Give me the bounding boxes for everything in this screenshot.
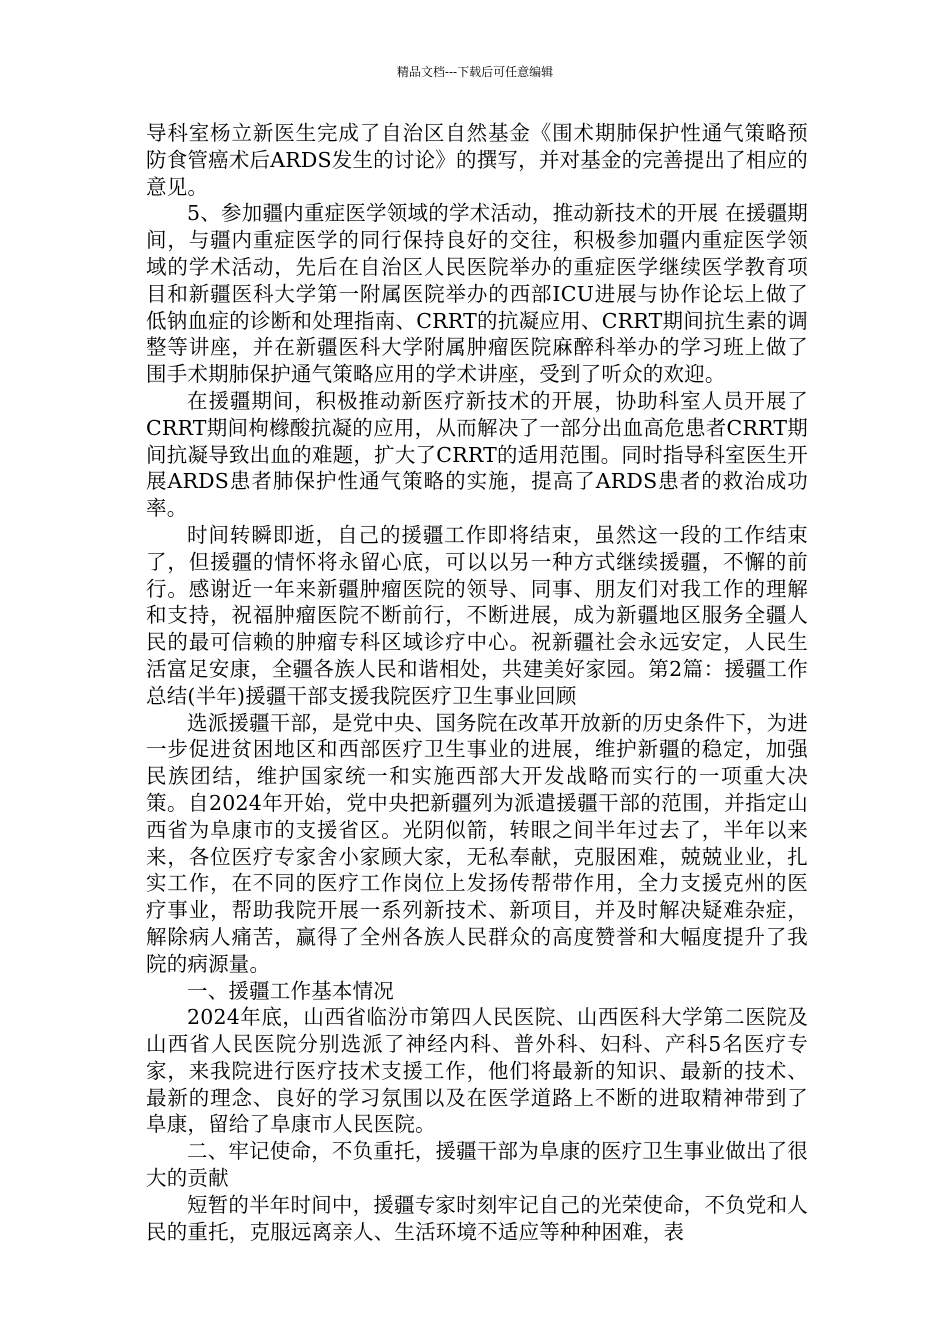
paragraph: 5、参加疆内重症医学领域的学术活动，推动新技术的开展 在援疆期间，与疆内重症医学的同行保持良好的交往，积极参加疆内重症医学领域的学术活动，先后在自治区人民医院举办的重症医学继续医学教育项目和新疆医科大学第一附属医院举办的西部ICU进展与协作论坛上做了低钠血症的诊断和处理指南、CRRT的抗凝应用、CRRT期间抗生素的调整等讲座，并在新疆医科大学附属肿瘤医院麻醉科举办的学习班上做了围手术期肺保护通气策略应用的学术讲座，受到了听众的欢迎。 (146, 201, 808, 387)
document-body (146, 120, 808, 1245)
paragraph: 导科室杨立新医生完成了自治区自然基金《围术期肺保护性通气策略预防食管癌术后ARDS发生的讨论》的撰写，并对基金的完善提出了相应的意见。 (146, 121, 808, 199)
paragraph: 在援疆期间，积极推动新医疗新技术的开展，协助科室人员开展了CRRT期间枸橼酸抗凝的应用，从而解决了一部分出血高危患者CRRT期间抗凝导致出血的难题，扩大了CRRT的适用范围。同时指导科室医生开展ARDS患者肺保护性通气策略的实施，提高了ARDS患者的救治成功率。 (146, 388, 808, 521)
section-heading: 二、牢记使命，不负重托，援疆干部为阜康的医疗卫生事业做出了很大的贡献 (146, 1139, 808, 1191)
page-header: 精品文档---下载后可任意编辑 (396, 65, 554, 79)
paragraph: 短暂的半年时间中，援疆专家时刻牢记自己的光荣使命，不负党和人民的重托，克服远离亲人、生活环境不适应等种种困难，表 (146, 1192, 808, 1244)
section-heading: 一、援疆工作基本情况 (187, 978, 394, 1003)
paragraph: 2024年底，山西省临汾市第四人民医院、山西医科大学第二医院及山西省人民医院分别选派了神经内科、普外科、妇科、产科5名医疗专家，来我院进行医疗技术支援工作，他们将最新的知识、最新的技术、最新的理念、良好的学习氛围以及在医学道路上不断的进取精神带到了阜康，留给了阜康市人民医院。 (146, 1005, 808, 1137)
paragraph: 选派援疆干部，是党中央、国务院在改革开放新的历史条件下，为进一步促进贫困地区和西部医疗卫生事业的进展，维护新疆的稳定，加强民族团结，维护国家统一和实施西部大开发战略而实行的一项重大决策。自2024年开始，党中央把新疆列为派遣援疆干部的范围，并指定山西省为阜康市的支援省区。光阴似箭，转眼之间半年过去了，半年以来来，各位医疗专家舍小家顾大家，无私奉献，克服困难，兢兢业业，扎实工作，在不同的医疗工作岗位上发扬传帮带作用，全力支援克州的医疗事业，帮助我院开展一系列新技术、新项目，并及时解决疑难杂症，解除病人痛苦，赢得了全州各族人民群众的高度赞誉和大幅度提升了我院的病源量。 (146, 710, 808, 976)
paragraph: 时间转瞬即逝，自己的援疆工作即将结束，虽然这一段的工作结束了，但援疆的情怀将永留心底，可以以另一种方式继续援疆，不懈的前行。感谢近一年来新疆肿瘤医院的领导、同事、朋友们对我工作的理解和支持，祝福肿瘤医院不断前行，不断进展，成为新疆地区服务全疆人民的最可信赖的肿瘤专科区域诊疗中心。祝新疆社会永远安定，人民生活富足安康，全疆各族人民和谐相处，共建美好家园。第2篇：援疆工作总结(半年)援疆干部支援我院医疗卫生事业回顾 (146, 522, 808, 708)
